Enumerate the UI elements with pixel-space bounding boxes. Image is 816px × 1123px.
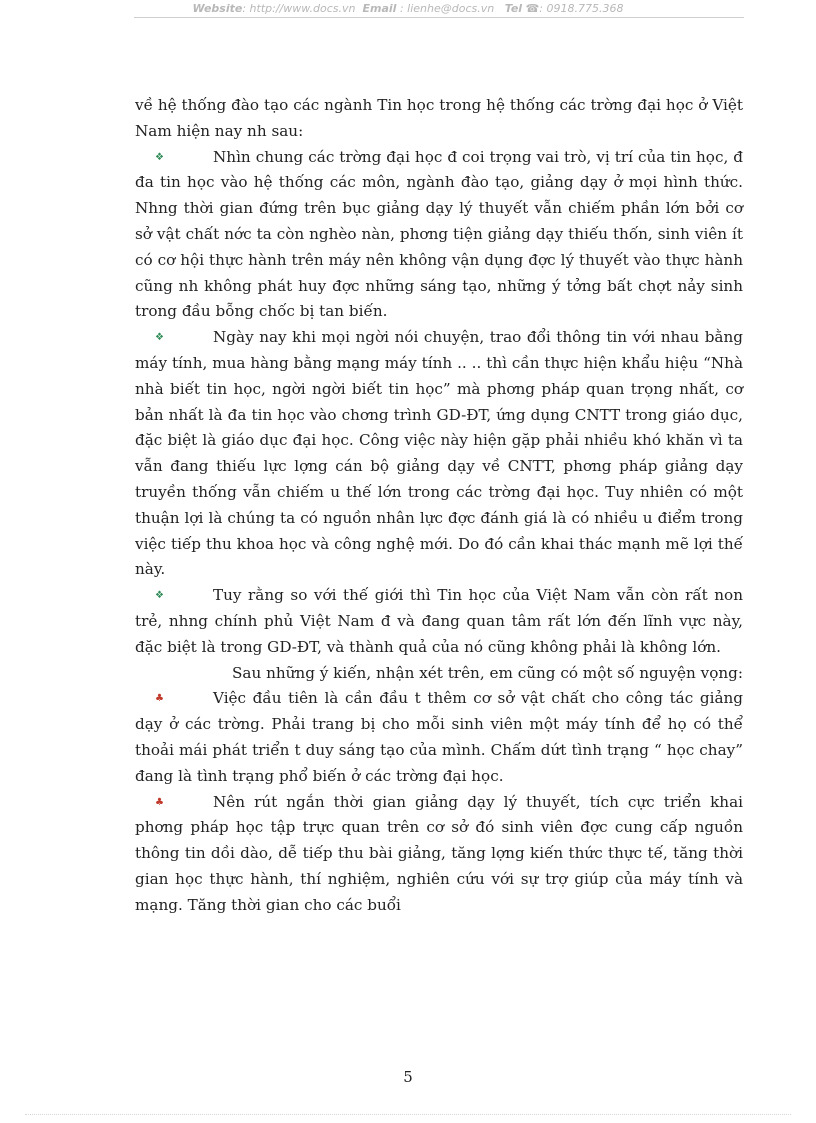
header-divider <box>134 17 744 18</box>
email-label: Email <box>362 2 397 15</box>
page-number: 5 <box>403 1068 413 1086</box>
document-body <box>135 93 743 919</box>
bullet-paragraph-4 <box>135 686 743 789</box>
email-value: : lienhe@docs.vn <box>396 2 495 15</box>
tel-value: ☎: 0918.775.368 <box>525 2 624 15</box>
diamond-bullet-icon: ❖ <box>155 151 164 163</box>
paragraph-text: Tuy rằng so với thế giới thì Tin học của Việt Nam vẫn còn rất non trẻ, nhng chính phủ Việt Nam đ và đang quan tâm rất lớn đến lĩnh vực này, đặc biệt là trong GD-ĐT, và thành quả của nó cũng không phải là không lớn. <box>135 586 743 656</box>
paragraph-text: Việc đầu tiên là cần đầu t thêm cơ sở vật chất cho công tác giảng dạy ở các trờng. Phải trang bị cho mỗi sinh viên một máy tính để họ có thể thoải mái phát triển t duy sáng tạo của mình. Chấm dứt tình trạng “ học chay” đang là tình trạng phổ biến ở các trờng đại học. <box>135 689 743 785</box>
footer-divider <box>25 1114 791 1115</box>
bullet-paragraph-5 <box>135 790 743 919</box>
paragraph-text: Nhìn chung các trờng đại học đ coi trọng vai trò, vị trí của tin học, đ đa tin học vào hệ thống các môn, ngành đào tạo, giảng dạy ở mọi hình thức. Nhng thời gian đứng trên bục giảng dạy lý thuyết vẫn chiếm phần lớn bởi cơ sở vật chất nớc ta còn nghèo nàn, phơng tiện giảng dạy thiếu thốn, sinh viên ít có cơ hội thực hành trên máy nên không vận dụng đợc lý thuyết vào thực hành cũng nh không phát huy đợc những sáng tạo, những ý tởng bất chợt nảy sinh trong đầu bỗng chốc bị tan biến. <box>135 147 743 321</box>
club-bullet-icon: ♣ <box>155 796 164 808</box>
page-header <box>0 0 816 15</box>
wishes-intro-paragraph: Sau những ý kiến, nhận xét trên, em cũng có một số nguyện vọng: <box>232 663 743 682</box>
diamond-bullet-icon: ❖ <box>155 332 164 344</box>
paragraph-text: Ngày nay khi mọi ngời nói chuyện, trao đổi thông tin với nhau bằng máy tính, mua hàng bằng mạng máy tính .. .. thì cần thực hiện khẩu hiệu “Nhà nhà biết tin học, ngời ngời biết tin học” mà phơng pháp quan trọng nhất, cơ bản nhất là đa tin học vào chơng trình GD-ĐT, ứng dụng CNTT trong giáo dục, đặc biệt là giáo dục đại học. Công việc này hiện gặp phải nhiều khó khăn vì ta vẫn đang thiếu lực lợng cán bộ giảng dạy về CNTT, phơng pháp giảng dạy truyền thống vẫn chiếm u thế lớn trong các trờng đại học. Tuy nhiên có một thuận lợi là chúng ta có nguồn nhân lực đợc đánh giá là có nhiều u điểm trong việc tiếp thu khoa học và công nghệ mới. Do đó cần khai thác mạnh mẽ lợi thế này. <box>135 328 743 579</box>
club-bullet-icon: ♣ <box>155 693 164 705</box>
website-value: : http://www.docs.vn <box>242 2 356 15</box>
bullet-paragraph-3 <box>135 583 743 660</box>
intro-paragraph: về hệ thống đào tạo các ngành Tin học trong hệ thống các trờng đại học ở Việt Nam hiện nay nh sau: <box>135 96 743 140</box>
tel-label: Tel <box>504 2 523 15</box>
paragraph-text: Nên rút ngắn thời gian giảng dạy lý thuyết, tích cực triển khai phơng pháp học tập trực quan trên cơ sở đó sinh viên đợc cung cấp nguồn thông tin dồi dào, dễ tiếp thu bài giảng, tăng lợng kiến thức thực tế, tăng thời gian học thực hành, thí nghiệm, nghiên cứu với sự trợ giúp của máy tính và mạng. Tăng thời gian cho các buổi <box>135 792 743 914</box>
bullet-paragraph-2 <box>135 325 743 583</box>
diamond-bullet-icon: ❖ <box>155 590 164 602</box>
website-label: Website <box>192 2 243 15</box>
bullet-paragraph-1 <box>135 145 743 326</box>
